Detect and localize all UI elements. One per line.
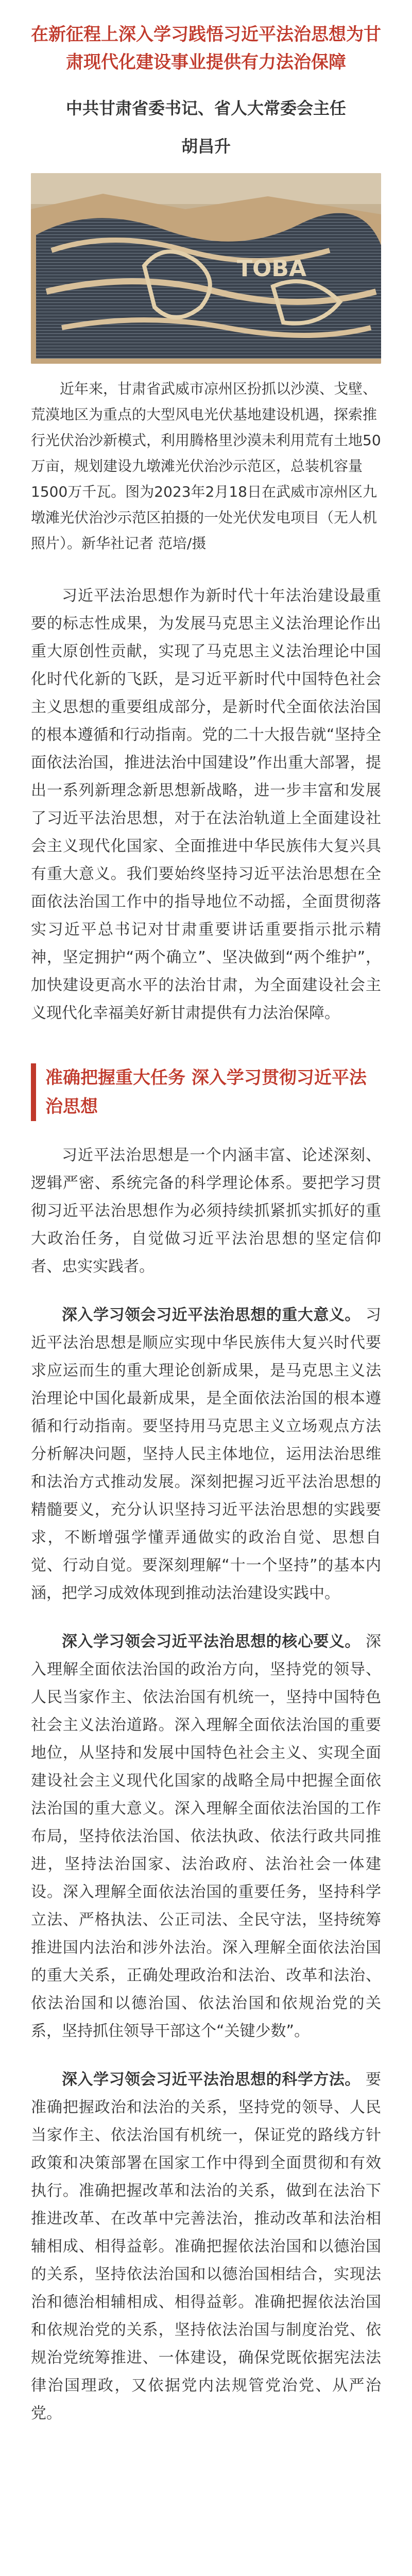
author-position: 中共甘肃省委书记、省人大常委会主任	[65, 98, 346, 118]
point-3-lead: 深入学习领会习近平法治思想的科学方法。	[62, 2071, 360, 2089]
solar-field-photo	[31, 173, 381, 364]
author-name: 胡昌升	[181, 137, 231, 156]
photo-sign-text: TOBA	[237, 256, 307, 282]
section-intro: 习近平法治思想是一个内涵丰富、论述深刻、逻辑严密、系统完备的科学理论体系。要把学习贯彻习近平法治思想作为必须持续抓紧抓实抓好的重大政治任务，自觉做习近平法治思想的坚定信仰者、忠实实践者。	[31, 1146, 381, 1276]
point-2-lead: 深入学习领会习近平法治思想的核心要义。	[62, 1633, 360, 1651]
point-1-lead: 深入学习领会习近平法治思想的重大意义。	[62, 1306, 360, 1324]
point-3	[31, 2066, 381, 2428]
intro-paragraph: 习近平法治思想作为新时代十年法治建设最重要的标志性成果，为发展马克思主义法治理论作出重大原创性贡献，实现了马克思主义法治理论中国化时代化新的飞跃，是习近平新时代中国特色社会主义思想的重要组成部分，是新时代全面依法治国的根本遵循和行动指南。党的二十大报告就“坚持全面依法治国，推进法治中国建设”作出重大部署，提出一系列新理念新思想新战略，进一步丰富和发展了习近平法治思想，对于在法治轨道上全面建设社会主义现代化国家、全面推进中华民族伟大复兴具有重大意义。我们要始终坚持习近平法治思想在全面依法治国工作中的指导地位不动摇，全面贯彻落实习近平总书记对甘肃重要讲话重要指示批示精神，坚定拥护“两个确立”、坚决做到“两个维护”，加快建设更高水平的法治甘肃，为全面建设社会主义现代化幸福美好新甘肃提供有力法治保障。	[31, 587, 381, 1022]
point-2-body: 深入理解全面依法治国的政治方向，坚持党的领导、人民当家作主、依法治国有机统一，坚持中国特色社会主义法治道路。深入理解全面依法治国的重要地位，从坚持和发展中国特色社会主义、实现全面建设社会主义现代化国家的战略全局中把握全面依法治国的重大意义。深入理解全面依法治国的工作布局，坚持依法治国、依法执政、依法行政共同推进，坚持法治国家、法治政府、法治社会一体建设。深入理解全面依法治国的重要任务，坚持科学立法、严格执法、公正司法、全民守法，坚持统筹推进国内法治和涉外法治。深入理解全面依法治国的重大关系，正确处理政治和法治、改革和法治、依法治国和以德治国、依法治国和依规治党的关系，坚持抓住领导干部这个“关键少数”。	[31, 1633, 381, 2040]
section-title: 准确把握重大任务 深入学习贯彻习近平法治思想	[31, 1063, 381, 1121]
point-1-body: 习近平法治思想是顺应实现中华民族伟大复兴时代要求应运而生的重大理论创新成果，是马克思主义法治理论中国化最新成果，是全面依法治国的根本遵循和行动指南。要坚持用马克思主义立场观点方法分析解决问题，坚持人民主体地位，运用法治思维和法治方式推动发展。深刻把握习近平法治思想的精髓要义，充分认识坚持习近平法治思想的实践要求，不断增强学懂弄通做实的政治自觉、思想自觉、行动自觉。要深刻理解“十一个坚持”的基本内涵，把学习成效体现到推动法治建设实践中。	[31, 1306, 381, 1602]
point-2	[31, 1628, 381, 2045]
photo-caption: 近年来，甘肃省武威市凉州区扮抓以沙漠、戈壁、荒漠地区为重点的大型风电光伏基地建设机遇，探索推行光伏治沙新模式，利用腾格里沙漠未利用荒有土地50万亩，规划建设九墩滩光伏治沙示范区，总装机容量1500万千瓦。图为2023年2月18日在武威市凉州区九墩滩光伏治沙示范区拍摄的一处光伏发电项目（无人机照片）。新华社记者 范培/摄	[31, 380, 381, 552]
point-3-body: 要准确把握政治和法治的关系，坚持党的领导、人民当家作主、依法治国有机统一，保证党的路线方针政策和决策部署在国家工作中得到全面贯彻和有效执行。准确把握改革和法治的关系，做到在法治下推进改革、在改革中完善法治，推动改革和法治相辅相成、相得益彰。准确把握依法治国和以德治国的关系，坚持依法治国和以德治国相结合，实现法治和德治相辅相成、相得益彰。准确把握依法治国和依规治党的关系，坚持依法治国与制度治党、依规治党统筹推进、一体建设，确保党既依据宪法法律治国理政，又依据党内法规管党治党、从严治党。	[31, 2071, 381, 2422]
article-photo	[31, 173, 381, 364]
point-1	[31, 1301, 381, 1607]
article-title: 在新征程上深入学习践悟习近平法治思想为甘肃现代化建设事业提供有力法治保障	[31, 24, 381, 73]
